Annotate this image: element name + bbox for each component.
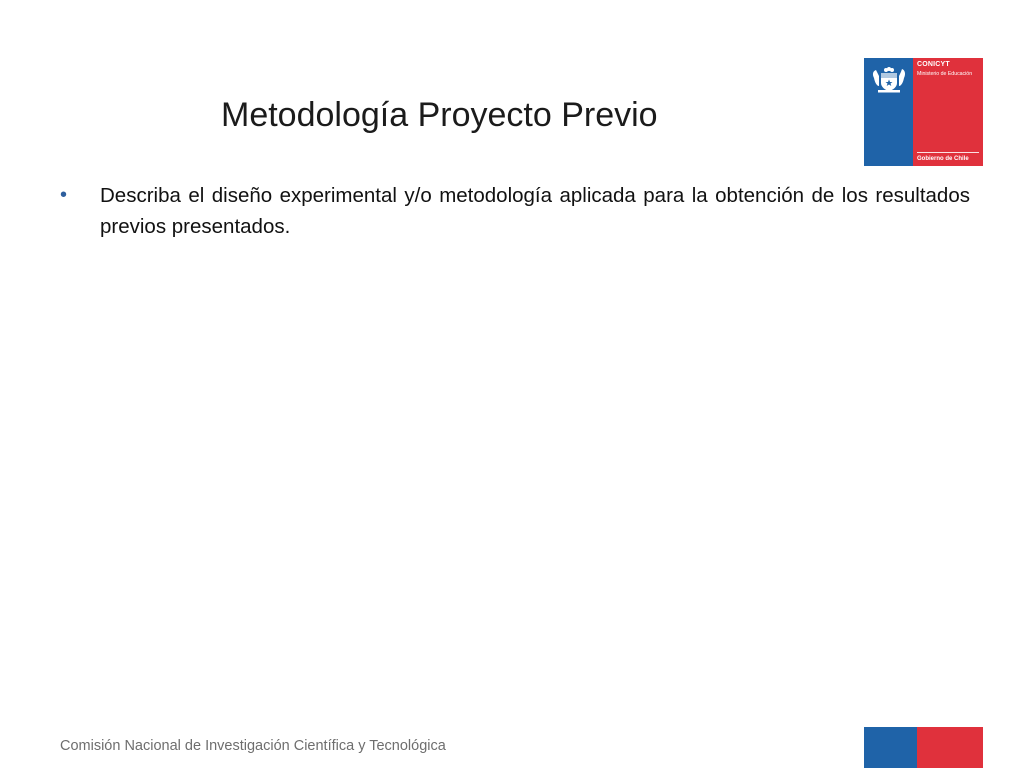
logo-government: Gobierno de Chile <box>917 156 969 162</box>
bullet-text: Describa el diseño experimental y/o metodología aplicada para la obtención de los resultados previos presentados. <box>100 184 970 238</box>
footer-text: Comisión Nacional de Investigación Científica y Tecnológica <box>60 738 446 754</box>
logo-name: CONICYT <box>917 61 950 68</box>
logo-ministry: Ministerio de Educación <box>917 71 973 77</box>
footer-flag-blue <box>864 727 917 768</box>
logo-red-panel <box>913 58 983 166</box>
bullet-list <box>60 180 970 242</box>
footer-flag-red <box>917 727 983 768</box>
chile-coat-of-arms-icon <box>869 64 909 94</box>
logo-blue-panel <box>864 58 913 166</box>
logo-divider <box>917 152 979 153</box>
conicyt-logo <box>864 58 983 166</box>
footer-flag-bar <box>864 727 983 768</box>
bullet-item <box>60 180 970 242</box>
slide-title: Metodología Proyecto Previo <box>221 96 658 134</box>
bullet-marker: • <box>60 184 68 206</box>
